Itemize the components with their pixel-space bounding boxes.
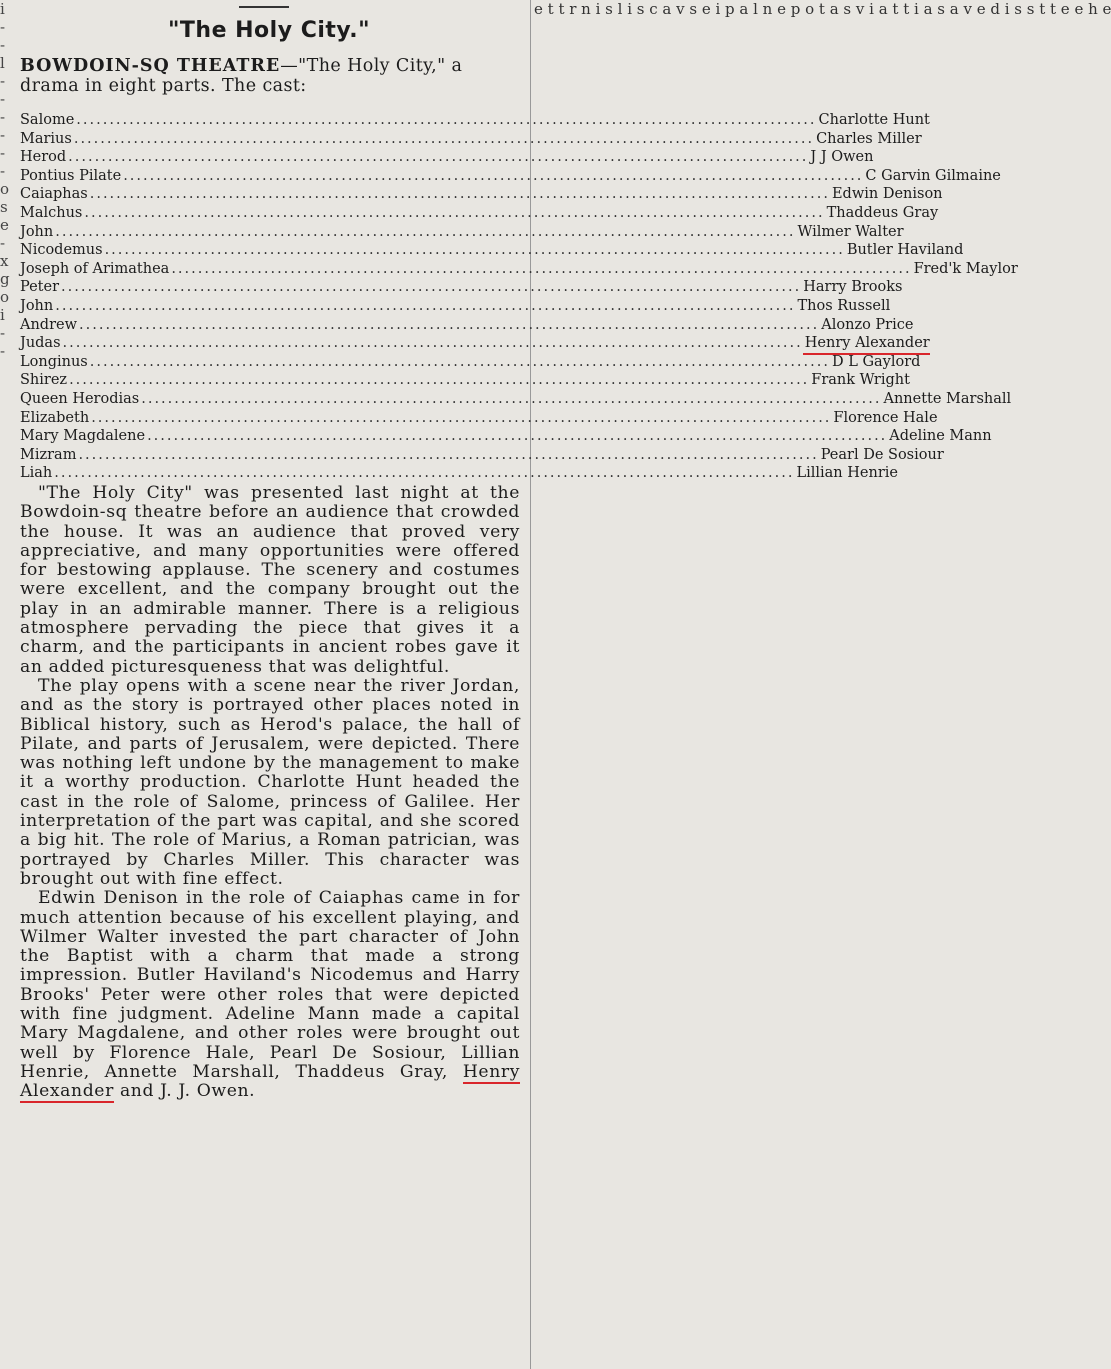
- cast-role: Joseph of Arimathea: [20, 260, 170, 277]
- cast-role: Liah: [20, 465, 53, 482]
- cast-role: Queen Herodias: [20, 390, 140, 407]
- cast-actor: Harry Brooks: [803, 279, 903, 296]
- cast-row: [20, 390, 1012, 409]
- leader-dots: [84, 204, 824, 223]
- cast-row: [20, 353, 921, 372]
- cast-role: Shirez: [20, 372, 68, 389]
- cast-role: Herod: [20, 149, 67, 166]
- leader-dots: [69, 371, 809, 390]
- cast-actor: Butler Haviland: [846, 242, 964, 259]
- highlighted-name: Henry Alexander: [20, 1061, 520, 1102]
- cast-row: [20, 204, 939, 223]
- cast-role: Marius: [20, 130, 72, 147]
- cast-actor: Alonzo Price: [821, 316, 914, 333]
- cast-row: [20, 316, 914, 335]
- leader-dots: [55, 223, 795, 242]
- cast-role: Longinus: [20, 353, 88, 370]
- cast-actor: Pearl De Sosiour: [820, 446, 944, 463]
- cast-actor: Annette Marshall: [883, 390, 1012, 407]
- cast-role: Nicodemus: [20, 242, 103, 259]
- right-column-fragments: e t t r n i s l i s c a v s e i p a l n e p o t a s v i a t t i a s a v e d i s s t t e e h e: [534, 0, 1111, 18]
- leader-dots: [55, 297, 795, 316]
- leader-dots: [68, 148, 808, 167]
- top-rule: [239, 6, 289, 8]
- cast-actor: C Garvin Gilmaine: [865, 167, 1001, 184]
- leader-dots: [63, 334, 803, 353]
- cast-row: [20, 409, 938, 428]
- cast-role: John: [20, 297, 54, 314]
- cast-row: [20, 111, 930, 130]
- cast-actor: Lillian Henrie: [796, 465, 898, 482]
- leader-dots: [147, 427, 887, 446]
- cast-role: Elizabeth: [20, 409, 90, 426]
- cast-role: Malchus: [20, 204, 83, 221]
- left-column-fragments: i - - l - - - - - - o s e - x g o i - -: [0, 0, 10, 360]
- paragraph-1: "The Holy City" was presented last night at the Bowdoin-sq theatre before an audience that crowded the house. It was an audience that proved very appreciative, and many opportunities were offered for bestowing applause. The scenery and costumes were excellent, and the company brought out the play in an admirable manner. There is a religious atmosphere pervading the piece that gives it a charm, and the participants in ancient robes gave it an added picturesqueness that was delightful.: [20, 483, 520, 677]
- cast-row: [20, 185, 943, 204]
- article-body: [20, 484, 520, 1102]
- leader-dots: [79, 316, 819, 335]
- cast-role: John: [20, 223, 54, 240]
- paragraph-3: [20, 889, 520, 1101]
- cast-actor: Thaddeus Gray: [826, 204, 939, 221]
- cast-actor: Thos Russell: [797, 297, 891, 314]
- leader-dots: [78, 446, 818, 465]
- cast-actor: Charles Miller: [816, 130, 922, 147]
- paragraph-3-text: Edwin Denison in the role of Caiaphas came in for much attention because of his excellent playing, and Wilmer Walter invested the part character of John the Baptist with a charm that made a strong impression. Butler Haviland's Nicodemus and Harry Brooks' Peter were other roles that were depicted with fine judgment. Adeline Mann made a capital Mary Magdalene, and other roles were brought out well by Florence Hale, Pearl De Sosiour, Lillian Henrie, Annette Marshall, Thaddeus Gray,: [20, 888, 520, 1082]
- article-intro: [20, 56, 520, 96]
- cast-row: [20, 241, 964, 260]
- cast-row: [20, 334, 930, 353]
- cast-row: [20, 464, 898, 483]
- cast-role: Mary Magdalene: [20, 428, 146, 445]
- leader-dots: [171, 260, 911, 279]
- leader-dots: [90, 353, 830, 372]
- cast-role: Salome: [20, 112, 75, 128]
- cast-role: Judas: [20, 335, 61, 352]
- cast-row: [20, 260, 1018, 279]
- cast-row: [20, 130, 922, 149]
- cast-role: Andrew: [20, 316, 78, 333]
- cast-actor: J J Owen: [810, 149, 874, 166]
- cast-actor: Wilmer Walter: [797, 223, 904, 240]
- cast-role: Mizram: [20, 446, 77, 463]
- leader-dots: [76, 111, 816, 130]
- leader-dots: [123, 167, 863, 186]
- cast-actor: Fred'k Maylor: [913, 260, 1018, 277]
- cast-role: Caiaphas: [20, 186, 88, 203]
- cast-row: [20, 297, 891, 316]
- cast-row: [20, 223, 904, 242]
- cast-role: Pontius Pilate: [20, 167, 122, 184]
- paragraph-2: The play opens with a scene near the river Jordan, and as the story is portrayed other places noted in Biblical history, such as Herod's palace, the hall of Pilate, and parts of Jerusalem, were depicted. There was nothing left undone by the management to make it a worthy production. Charlotte Hunt headed the cast in the role of Salome, princess of Galilee. Her interpretation of the part was capital, and she scored a big hit. The role of Marius, a Roman patrician, was portrayed by Charles Miller. This character was brought out with fine effect.: [20, 675, 520, 889]
- cast-actor: Frank Wright: [811, 372, 910, 389]
- cast-row: [20, 371, 910, 390]
- cast-row: [20, 167, 1001, 186]
- leader-dots: [91, 409, 831, 428]
- cast-row: [20, 446, 944, 465]
- cast-actor: D L Gaylord: [831, 353, 921, 370]
- cast-row: [20, 278, 903, 297]
- paragraph-3-end: and J. J. Owen.: [113, 1081, 256, 1102]
- leader-dots: [61, 278, 801, 297]
- cast-actor-highlighted: Henry Alexander: [803, 334, 930, 355]
- cast-role: Peter: [20, 279, 60, 296]
- cast-row: [20, 427, 992, 446]
- leader-dots: [141, 390, 881, 409]
- cast-actor: Charlotte Hunt: [818, 112, 930, 128]
- intro-text: —"The Holy City," a drama in eight parts. The cast:: [20, 56, 463, 96]
- article-headline: "The Holy City.": [167, 18, 371, 43]
- cast-actor: Adeline Mann: [889, 428, 992, 445]
- leader-dots: [90, 185, 830, 204]
- cast-list: [20, 111, 1018, 483]
- leader-dots: [74, 130, 814, 149]
- leader-dots: [54, 464, 794, 483]
- leader-dots: [105, 241, 845, 260]
- theatre-name: BOWDOIN-SQ THEATRE: [20, 56, 281, 76]
- cast-actor: Florence Hale: [833, 409, 938, 426]
- cast-row: [20, 148, 874, 167]
- cast-actor: Edwin Denison: [831, 186, 943, 203]
